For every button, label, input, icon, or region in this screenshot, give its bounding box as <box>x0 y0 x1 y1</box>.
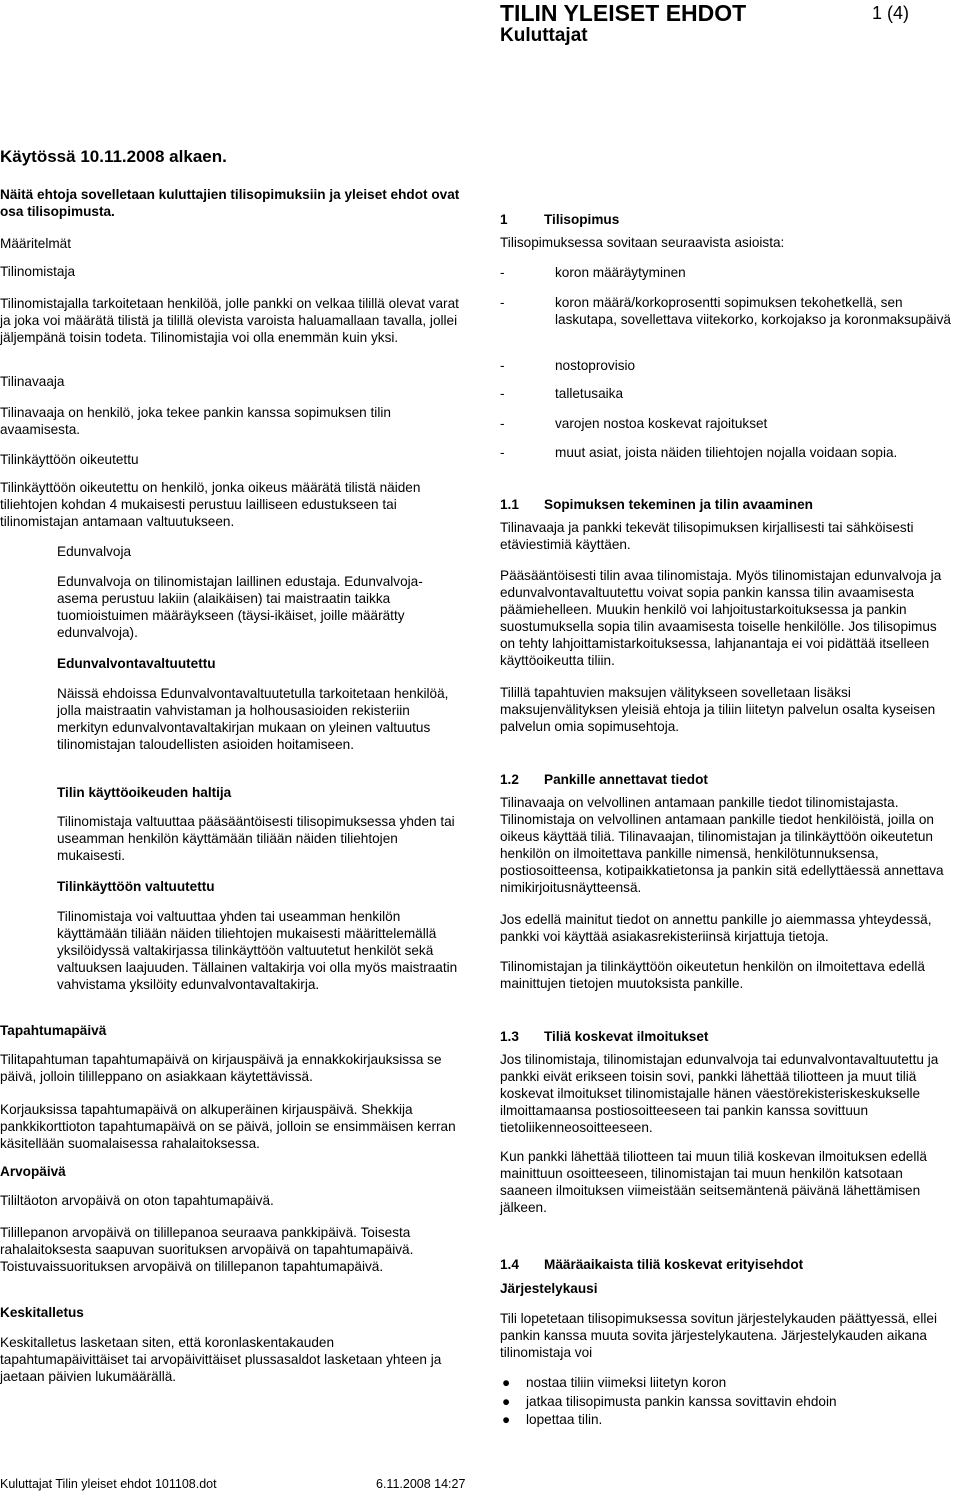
bullet-marker: ● <box>502 1375 511 1390</box>
bullet-marker: ● <box>502 1394 511 1409</box>
document-title: TILIN YLEISET EHDOT <box>500 0 747 26</box>
dash-marker: - <box>500 386 505 401</box>
section-1-3-title: Tiliä koskevat ilmoitukset <box>544 1029 709 1044</box>
section-1-4-number: 1.4 <box>500 1257 519 1272</box>
section-1-1-paragraph-1: Tilinavaaja ja pankki tekevät tilisopimuksen kirjallisesti tai sähköisesti etäviestimiä käyttäen. <box>500 520 914 552</box>
tilinavaaja-text: Tilinavaaja on henkilö, joka tekee pankin kanssa sopimuksen tilin avaamisesta. <box>0 405 391 437</box>
footer-filename: Kuluttajat Tilin yleiset ehdot 101108.dot <box>0 1477 217 1491</box>
keskitalletus-text: Keskitalletus lasketaan siten, että koronlaskentakauden tapahtumapäivittäiset tai arvopäivittäiset plussasaldot lasketaan yhteen ja jaetaan päivien lukumäärällä. <box>0 1335 442 1384</box>
bullet-marker: ● <box>502 1412 511 1427</box>
page-number: 1 (4) <box>872 3 910 23</box>
section-1-1-title: Sopimuksen tekeminen ja tilin avaaminen <box>544 497 813 512</box>
document-subtitle: Kuluttajat <box>500 25 588 46</box>
arvopaiva-text-1: Tililtäoton arvopäivä on oton tapahtumapäivä. <box>0 1193 274 1208</box>
section-1-heading <box>500 211 952 228</box>
definitions-heading: Määritelmät <box>0 236 72 251</box>
edunvalvontavaltuutettu-heading: Edunvalvontavaltuutettu <box>57 656 216 671</box>
effective-date: Käytössä 10.11.2008 alkaen. <box>0 147 227 166</box>
section-1-4-title: Määräaikaista tiliä koskevat erityisehdot <box>544 1257 804 1272</box>
dash-marker: - <box>500 295 505 310</box>
section-1-intro: Tilisopimuksessa sovitaan seuraavista asioista: <box>500 235 785 250</box>
section-1-3-number: 1.3 <box>500 1029 519 1044</box>
section-1-2-title: Pankille annettavat tiedot <box>544 772 708 787</box>
section-1-title: Tilisopimus <box>544 212 620 227</box>
section-1-3-paragraph-2: Kun pankki lähettää tiliotteen tai muun tiliä koskevan ilmoituksen edellä mainittuun osoitteeseen, tilinomistajan tai muun henkilön katsotaan saaneen ilmoituksen viimeistään seitsemäntenä päivänä lähettämisen jälkeen. <box>500 1149 927 1215</box>
tilinkayttooikeutettu-heading: Tilinkäyttöön oikeutettu <box>0 452 139 467</box>
section-1-2-paragraph-2: Jos edellä mainitut tiedot on annettu pankille jo aiemmassa yhteydessä, pankki voi käyttää asiakasrekisteriinsä kirjattuja tietoja. <box>500 912 932 944</box>
footer-datetime: 6.11.2008 14:27 <box>376 1477 466 1491</box>
section-1-number: 1 <box>500 212 508 227</box>
tapahtumapaiva-heading: Tapahtumapäivä <box>0 1023 107 1038</box>
haltija-text: Tilinomistaja valtuuttaa pääsääntöisesti tilisopimuksessa yhden tai useamman henkilön käyttämään tiliään näiden tiliehtojen mukaisesti. <box>57 814 455 863</box>
section-1-2-paragraph-3: Tilinomistajan ja tilinkäyttöön oikeutetun henkilön on ilmoitettava edellä mainittujen tietojen muutoksista pankille. <box>500 959 925 991</box>
section-1-1-paragraph-3: Tilillä tapahtuvien maksujen välitykseen sovelletaan lisäksi maksujenvälityksen yleisiä ehtoja ja tiliin liitetyn palvelun osalta kyseisen palvelun omia sopimusehtoja. <box>500 685 936 734</box>
dash-marker: - <box>500 265 505 280</box>
section-1-4-heading <box>500 1256 952 1273</box>
valtuutettu-heading: Tilinkäyttöön valtuutettu <box>57 879 215 894</box>
arvopaiva-text-2: Tilillepanon arvopäivä on tilillepanoa seuraava pankkipäivä. Toisesta rahalaitoksesta saapuvan suorituksen arvopäivä on tapahtumapäivä. Toistuvaissuorituksen arvopäivä on tilillepanon tapahtumapäivä. <box>0 1225 414 1274</box>
section-1-2-paragraph-1: Tilinavaaja on velvollinen antamaan pankille tiedot tilinomistajasta. Tilinomistaja on velvollinen antamaan pankille tiedot henkilöistä, joilla on oikeus käyttää tiliä. Tilinavaajan, tilinomistajan ja tilinkäyttöön oikeutetun henkilön on ilmoitettava pankille nimensä, henkilötunnuksensa, postiosoitteensa, kotipaikkatietonsa ja pankin sitä edellyttäessä annettava nimikirjoitusnäytteensä. <box>500 795 944 895</box>
tilinomistaja-heading: Tilinomistaja <box>0 264 76 279</box>
edunvalvoja-text: Edunvalvoja on tilinomistajan laillinen edustaja. Edunvalvoja-asema perustuu lakiin (alaikäisen) tai maistraatin taikka tuomioistuimen määräykseen (täysi-ikäiset, joille määrätty edunvalvoja). <box>57 574 423 640</box>
dash-marker: - <box>500 445 505 460</box>
haltija-heading: Tilin käyttöoikeuden haltija <box>57 785 232 800</box>
section-1-4-subheading: Järjestelykausi <box>500 1281 598 1296</box>
tapahtumapaiva-text-2: Korjauksissa tapahtumapäivä on alkuperäinen kirjauspäivä. Shekkija pankkikorttioton tapahtumapäivä on se päivä, jolloin se ensimmäisen kerran käsitellään suomalaisessa rahalaitoksessa. <box>0 1102 456 1151</box>
section-1-1-heading <box>500 496 952 513</box>
edunvalvontavaltuutettu-text: Näissä ehdoissa Edunvalvontavaltuutetulla tarkoitetaan henkilöä, jolla maistraatin vahvistaman ja holhousasioiden rekisteriin merkityn edunvalvontavaltakirjan mukaan on yleinen valtuutus tilinomistajan taloudellisten asioiden hoitamiseen. <box>57 686 449 752</box>
section-1-2-number: 1.2 <box>500 772 519 787</box>
section-1-3-paragraph-1: Jos tilinomistaja, tilinomistajan edunvalvoja tai edunvalvontavaltuutettu ja pankki eivät erikseen toisin sovi, pankki lähettää tiliotteen ja muut tiliä koskevat ilmoitukset tilinomistajalle hänen väestörekisteriskeskukselle ilmoittamaansa postiosoitteeseen tai pankin kanssa sovittuun tietoliikenneosoitteeseen. <box>500 1052 939 1135</box>
tilinkayttooikeutettu-text: Tilinkäyttöön oikeutettu on henkilö, jonka oikeus määrätä tilistä näiden tiliehtojen kohdan 4 mukaisesti perustuu lailliseen edustukseen tai tilinomistajan antamaan valtuutukseen. <box>0 480 421 529</box>
intro-text: Näitä ehtoja sovelletaan kuluttajien tilisopimuksiin ja yleiset ehdot ovat osa tilisopimusta. <box>0 187 460 219</box>
tapahtumapaiva-text-1: Tilitapahtuman tapahtumapäivä on kirjauspäivä ja ennakkokirjauksissa se päivä, jolloin tililleppano on asiakkaan käytettävissä. <box>0 1052 442 1084</box>
section-1-1-paragraph-2: Pääsääntöisesti tilin avaa tilinomistaja. Myös tilinomistajan edunvalvoja ja edunvalvontavaltuutettu voivat sopia pankin kanssa tilin avaamisesta päämiehelleen. Muukin henkilö voi lahjoitustarkoituksessa ja pankin suostumuksella sopia tilin avaamisesta toiselle henkilölle. Jos tilisopimus on tehty lahjoittamistarkoituksessa, lahjanantaja ei voi pidättää itselleen käyttöoikeutta tiliin. <box>500 568 942 668</box>
section-1-1-number: 1.1 <box>500 497 519 512</box>
dash-marker: - <box>500 358 505 373</box>
edunvalvoja-heading: Edunvalvoja <box>57 544 132 559</box>
keskitalletus-heading: Keskitalletus <box>0 1305 84 1320</box>
section-1-3-heading <box>500 1028 952 1045</box>
tilinomistaja-text: Tilinomistajalla tarkoitetaan henkilöä, jolle pankki on velkaa tilillä olevat varat ja joka voi määrätä tilistä ja tilillä olevista varoista haluamallaan tavalla, jollei jäljempänä toisin todeta. Tilinomistajia voi olla enemmän kuin yksi. <box>0 296 459 345</box>
section-1-4-paragraph-1: Tili lopetetaan tilisopimuksessa sovitun järjestelykauden päättyessä, ellei pankin kanssa muuta sovita järjestelykautena. Järjestelykauden aikana tilinomistaja voi <box>500 1311 937 1360</box>
section-1-2-heading <box>500 771 952 788</box>
valtuutettu-text: Tilinomistaja voi valtuuttaa yhden tai useamman henkilön käyttämään tiliään näiden tiliehtojen mukaisesti määrittelemällä yksilöidyssä valtakirjassa tilinkäyttöön valtuutetut henkilöt sekä valtuuksen laajuuden. Tällainen valtakirja voi olla myös maistraatin vahvistama yksilöity edunvalvontavaltakirja. <box>57 909 458 992</box>
arvopaiva-heading: Arvopäivä <box>0 1164 66 1179</box>
dash-marker: - <box>500 416 505 431</box>
tilinavaaja-heading: Tilinavaaja <box>0 374 65 389</box>
